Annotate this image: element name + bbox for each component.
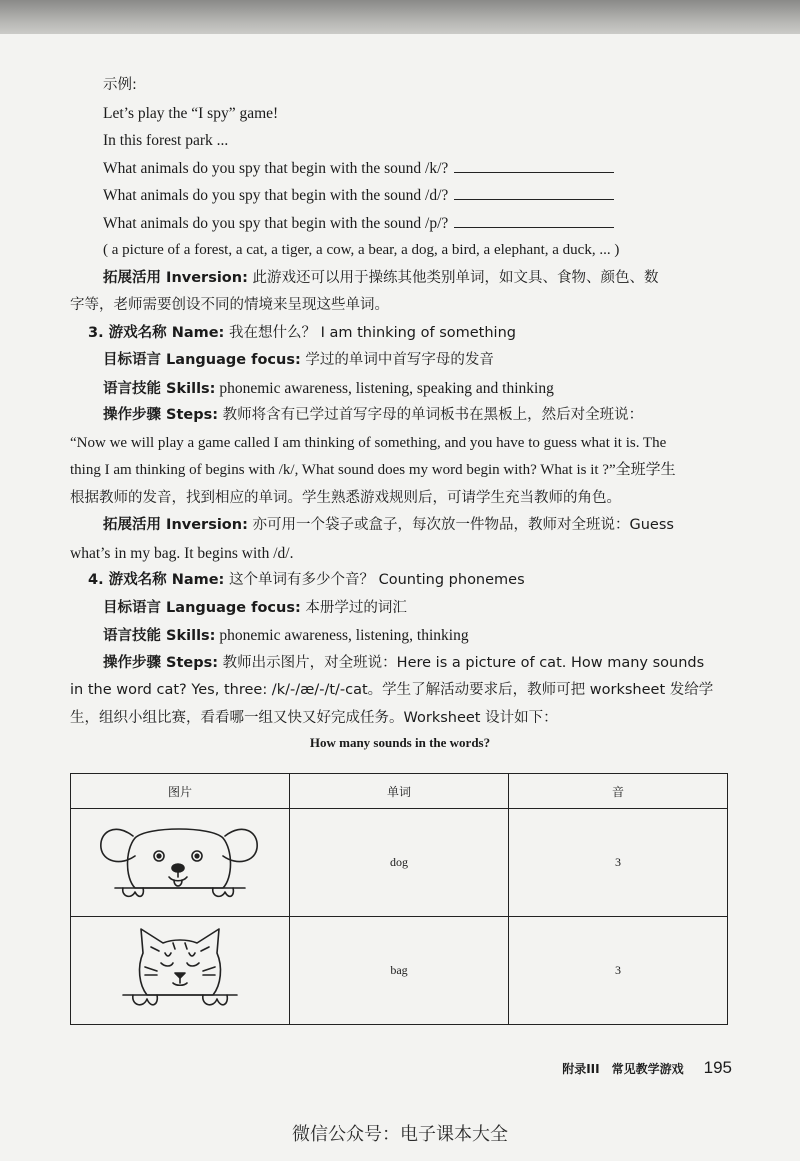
- example-line-1: Let’s play the “I spy” game!: [103, 105, 279, 122]
- skills-label: 语言技能 Skills:: [103, 628, 216, 644]
- answer-blank[interactable]: [454, 185, 614, 200]
- table-row: [71, 917, 728, 1025]
- game3-steps: [103, 402, 800, 429]
- table-header-row: [71, 774, 728, 809]
- table-row: [71, 809, 728, 917]
- steps-label: 操作步骤 Steps:: [103, 655, 219, 671]
- steps-text: 教师出示图片，对全班说：Here is a picture of cat. How many sounds: [218, 655, 705, 671]
- steps-label: 操作步骤 Steps:: [103, 407, 219, 423]
- focus-label: 目标语言 Language focus:: [103, 600, 301, 616]
- game4-title-label: 4. 游戏名称 Name:: [88, 572, 225, 588]
- page-footer: [562, 1058, 732, 1078]
- game4-focus: [103, 595, 800, 622]
- game4-steps-line3: 生，组织小组比赛，看看哪一组又快又好完成任务。Worksheet 设计如下：: [70, 710, 558, 726]
- game4-steps: [103, 650, 800, 677]
- game3-title: [88, 320, 800, 347]
- word-cell: dog: [290, 809, 509, 917]
- picture-cell: [71, 809, 290, 917]
- game4-steps-line2: in the word cat? Yes, three: /k/-/æ/-/t/-cat。学生了解活动要求后，教师可把 worksheet 发给学: [70, 682, 714, 698]
- inversion-text: 此游戏还可以用于操练其他类别单词，如文具、食物、颜色、数: [247, 270, 659, 286]
- picture-cell: [71, 917, 290, 1025]
- sounds-cell: 3: [509, 809, 728, 917]
- game3-steps-line3: thing I am thinking of begins with /k/, What sound does my word begin with? What is it ?”全班学生: [70, 462, 676, 478]
- page-number: 195: [703, 1058, 732, 1077]
- section-title: 附录III 常见教学游戏: [562, 1062, 684, 1076]
- example-question-p: [103, 210, 800, 237]
- question-text: What animals do you spy that begin with the sound /d/?: [103, 187, 449, 204]
- example-question-d: [103, 182, 800, 209]
- game3-skills: [103, 375, 800, 403]
- header-word: 单词: [290, 774, 509, 809]
- example-inversion-cont: 字等，老师需要创设不同的情境来呈现这些单词。: [70, 297, 389, 313]
- skills-label: 语言技能 Skills:: [103, 381, 216, 397]
- worksheet-title: How many sounds in the words?: [309, 735, 491, 750]
- game4-title-text: 这个单词有多少个音？ Counting phonemes: [224, 572, 525, 588]
- game4-skills: [103, 622, 800, 650]
- question-text: What animals do you spy that begin with the sound /k/?: [103, 160, 449, 177]
- word-cell: bag: [290, 917, 509, 1025]
- game4-title: [88, 567, 800, 594]
- cat-drawing: [115, 923, 245, 1015]
- worksheet-table: [70, 773, 728, 1025]
- header-picture: 图片: [71, 774, 290, 809]
- watermark: 微信公众号：电子课本大全: [292, 1124, 508, 1145]
- game3-inversion-cont: what’s in my bag. It begins with /d/.: [70, 545, 294, 562]
- inversion-label: 拓展活用 Inversion:: [103, 270, 248, 286]
- focus-text: 本册学过的词汇: [300, 600, 407, 616]
- game3-title-text: 我在想什么？ I am thinking of something: [224, 325, 516, 341]
- game3-steps-line4: 根据教师的发音，找到相应的单词。学生熟悉游戏规则后，可请学生充当教师的角色。: [70, 490, 621, 506]
- inversion-text: 亦可用一个袋子或盒子，每次放一件物品，教师对全班说：Guess: [247, 517, 674, 533]
- example-inversion: [103, 265, 800, 292]
- dog-drawing: [95, 816, 265, 906]
- focus-label: 目标语言 Language focus:: [103, 352, 301, 368]
- answer-blank[interactable]: [454, 158, 614, 173]
- game3-steps-line2: “Now we will play a game called I am thinking of something, and you have to guess what it is. The: [70, 435, 667, 451]
- sounds-cell: 3: [509, 917, 728, 1025]
- example-label: 示例:: [103, 77, 137, 93]
- inversion-label: 拓展活用 Inversion:: [103, 517, 248, 533]
- example-picture-note: ( a picture of a forest, a cat, a tiger, a cow, a bear, a dog, a bird, a elephant, a duck, ... ): [103, 242, 620, 258]
- question-text: What animals do you spy that begin with the sound /p/?: [103, 215, 449, 232]
- example-question-k: [103, 155, 800, 182]
- example-line-2: In this forest park ...: [103, 132, 229, 149]
- skills-text: phonemic awareness, listening, speaking and thinking: [215, 380, 554, 397]
- answer-blank[interactable]: [454, 213, 614, 228]
- game3-inversion: [103, 512, 800, 539]
- header-sounds: 音: [509, 774, 728, 809]
- game3-title-label: 3. 游戏名称 Name:: [88, 325, 225, 341]
- skills-text: phonemic awareness, listening, thinking: [215, 627, 469, 644]
- focus-text: 学过的单词中首写字母的发音: [300, 352, 494, 368]
- steps-text: 教师将含有已学过首写字母的单词板书在黑板上，然后对全班说：: [218, 407, 644, 423]
- game3-focus: [103, 347, 800, 374]
